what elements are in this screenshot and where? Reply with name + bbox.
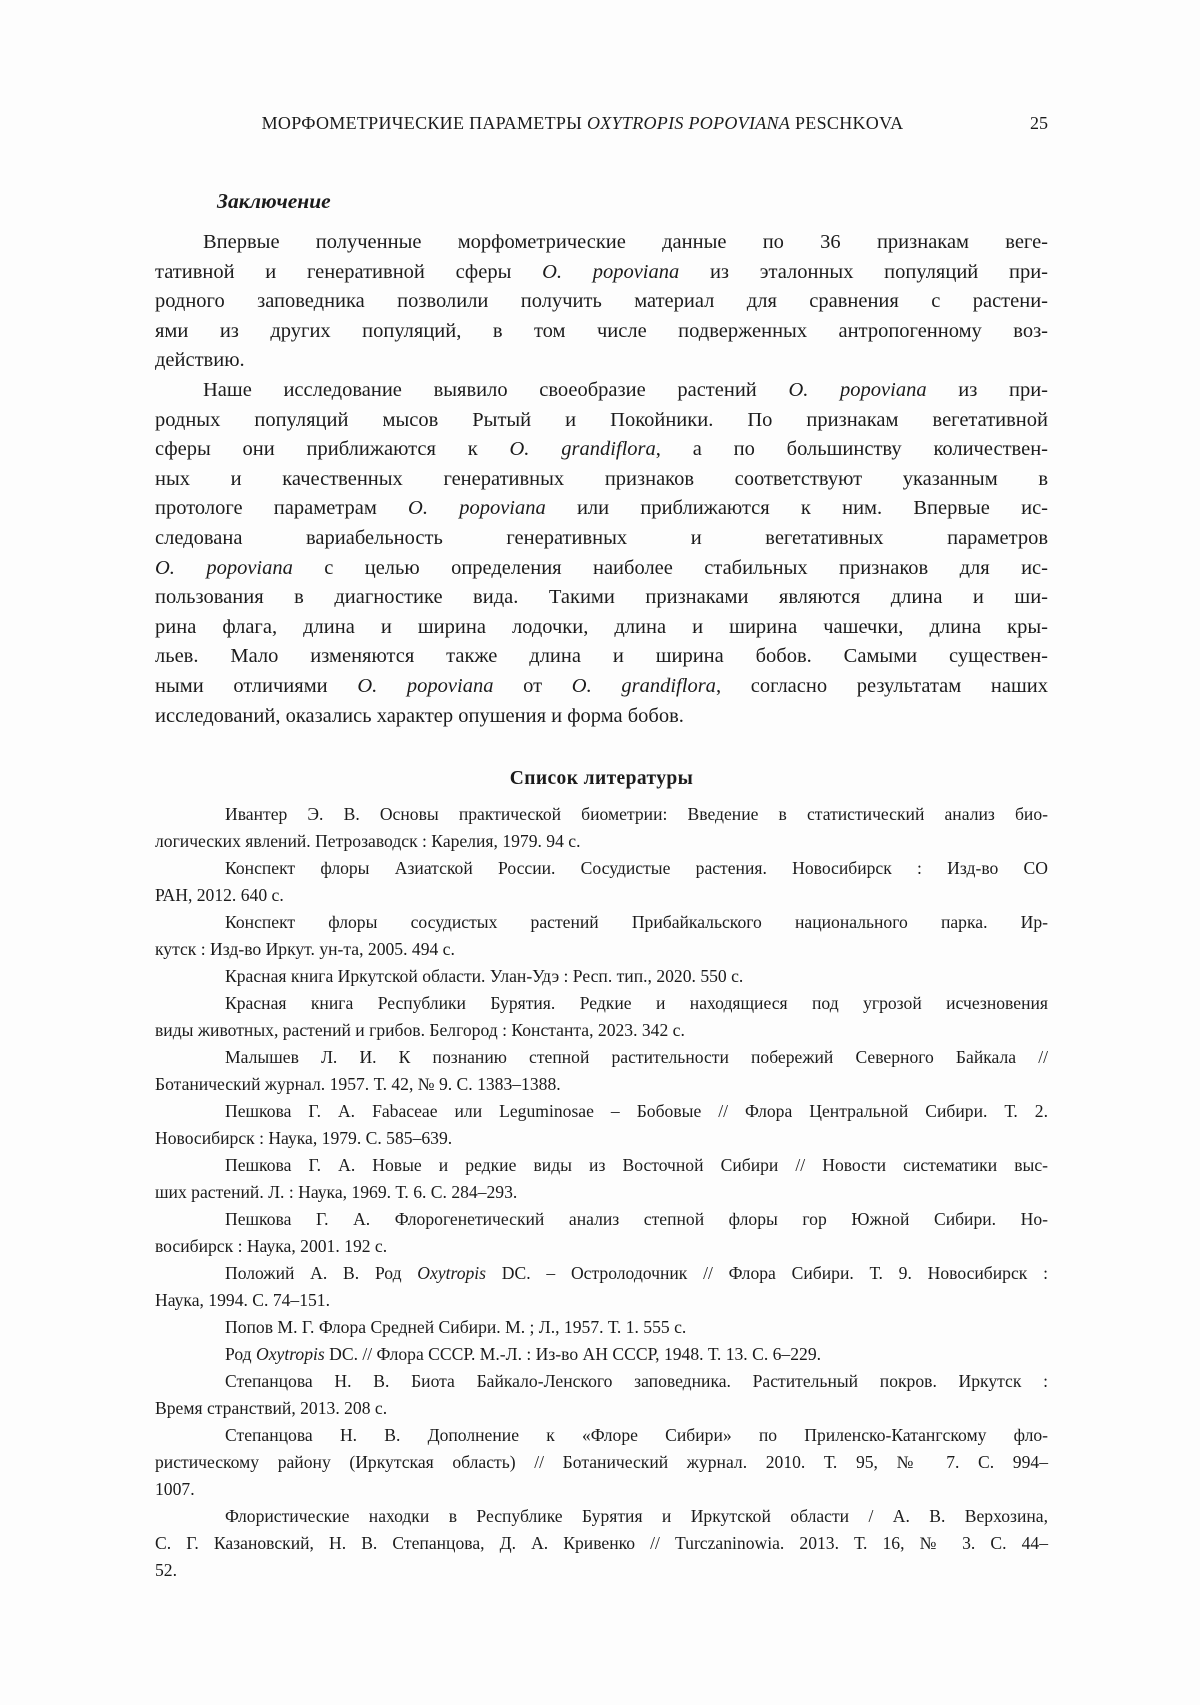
text-line: виды животных, растений и грибов. Белгород : Константа, 2023. 342 с. [155,1020,685,1040]
text-line: Пешкова Г. А. Новые и редкие виды из Восточной Сибири // Новости систематики выс- [225,1155,1048,1175]
reference-item [155,963,1048,990]
italic-text-run: OXYTROPIS POPOVIANA [586,113,791,133]
italic-text-run: O. grandiflora [571,674,716,697]
text-line: Время странствий, 2013. 208 с. [155,1398,388,1418]
references-list [155,801,1048,1584]
text-line: РАН, 2012. 640 с. [155,885,284,905]
text-line: Новосибирск : Наука, 1979. С. 585–639. [155,1128,453,1148]
reference-item [155,1206,1048,1260]
text-line: Флористические находки в Республике Бурятия и Иркутской области / А. В. Верхозина, [225,1506,1048,1526]
text-line: пользования в диагностике вида. Такими признаками являются длина и ши- [155,586,1048,609]
conclusion-paragraph-2 [155,376,1048,731]
conclusion-text [155,228,1048,731]
references-heading: Список литературы [509,768,694,789]
reference-item [155,1098,1048,1152]
text-line: следована вариабельность генеративных и вегетативных параметров [155,526,1048,549]
text-line: Положий А. В. Род Oxytropis DC. – Остролодочник // Флора Сибири. Т. 9. Новосибирск : [225,1263,1048,1283]
italic-text-run: O. popoviana [408,497,546,520]
text-line: протологе параметрам O. popoviana или приближаются к ним. Впервые ис- [155,497,1049,520]
text-line: ристическому району (Иркутская область) // Ботанический журнал. 2010. Т. 95, № 7. С. 994– [155,1452,1048,1472]
italic-text-run: Oxytropis [417,1263,487,1283]
text-line: 52. [155,1560,177,1580]
text-line: ных и качественных генеративных признаков соответствуют указанным в [155,467,1048,490]
reference-item [155,1368,1048,1422]
text-line: Пешкова Г. А. Флорогенетический анализ степной флоры гор Южной Сибири. Но- [225,1209,1048,1229]
text-line: Пешкова Г. А. Fabaceae или Leguminosae – Бобовые // Флора Центральной Сибири. Т. 2. [225,1101,1048,1121]
text-line: Степанцова Н. В. Дополнение к «Флоре Сибири» по Приленско-Катангскому фло- [225,1425,1048,1445]
italic-text-run: O. popoviana [542,260,680,283]
text-line: кутск : Изд-во Иркут. ун-та, 2005. 494 с. [155,939,455,959]
italic-text-run: O. popoviana [155,556,293,579]
text-line: Ивантер Э. В. Основы практической биометрии: Введение в статистический анализ био- [225,804,1048,824]
text-line: восибирск : Наука, 2001. 192 с. [155,1236,388,1256]
running-header [155,112,1048,134]
text-line: ями из других популяций, в том числе подверженных антропогенному воз- [155,319,1048,342]
text-line: Попов М. Г. Флора Средней Сибири. М. ; Л., 1957. Т. 1. 555 с. [225,1317,687,1337]
reference-item [155,801,1048,855]
conclusion-paragraph-1 [155,228,1048,376]
reference-item [155,990,1048,1044]
text-line: исследований, оказались характер опушения и форма бобов. [155,704,684,727]
text-line: С. Г. Казановский, Н. В. Степанцова, Д. А. Кривенко // Turczaninowia. 2013. Т. 16, № 3. С. 44– [155,1533,1048,1553]
text-line: Ботанический журнал. 1957. Т. 42, № 9. С. 1383–1388. [155,1074,561,1094]
text-line: Красная книга Республики Бурятия. Редкие и находящиеся под угрозой исчезновения [225,993,1048,1013]
reference-item [155,855,1048,909]
italic-text-run: O. popoviana [357,674,494,697]
reference-item [155,1422,1048,1503]
italic-text-run: O. popoviana [788,378,927,401]
text-line: O. popoviana с целью определения наиболее стабильных признаков для ис- [155,556,1048,579]
text-line: Красная книга Иркутской области. Улан-Удэ : Респ. тип., 2020. 550 с. [225,966,744,986]
page-number: 25 [1030,113,1048,133]
text-line: сферы они приближаются к O. grandiflora, а по большинству количествен- [155,438,1048,461]
text-line: 1007. [155,1479,195,1499]
text-line: Конспект флоры Азиатской России. Сосудистые растения. Новосибирск : Изд-во СО [225,858,1048,878]
text-line: ными отличиями O. popoviana от O. grandiflora, согласно результатам наших [155,674,1048,697]
text-line: Наше исследование выявило своеобразие растений O. popoviana из при- [203,378,1048,401]
conclusion-heading: Заключение [217,189,331,213]
text-line: родных популяций мысов Рытый и Покойники. По признакам вегетативной [155,408,1048,431]
text-line: Малышев Л. И. К познанию степной растительности побережий Северного Байкала // [225,1047,1048,1067]
text-line: рина флага, длина и ширина лодочки, длина и ширина чашечки, длина кры- [155,615,1048,638]
running-header-title: МОРФОМЕТРИЧЕСКИЕ ПАРАМЕТРЫ OXYTROPIS POPOVIANA PESCHKOVA [261,113,904,133]
text-line: логических явлений. Петрозаводск : Карелия, 1979. 94 с. [155,831,581,851]
text-line: действию. [155,349,245,372]
text-line: родного заповедника позволили получить материал для сравнения с растени- [155,290,1048,313]
reference-item [155,1503,1048,1584]
text-line: Степанцова Н. В. Биота Байкало-Ленского заповедника. Растительный покров. Иркутск : [225,1371,1048,1391]
reference-item [155,1260,1048,1314]
text-line: Род Oxytropis DC. // Флора СССР. М.-Л. : Из-во АН СССР, 1948. Т. 13. С. 6–229. [225,1344,822,1364]
reference-item [155,909,1048,963]
reference-item [155,1314,1048,1341]
text-line: Наука, 1994. С. 74–151. [155,1290,331,1310]
text-line: тативной и генеративной сферы O. popoviana из эталонных популяций при- [155,260,1048,283]
text-line: ших растений. Л. : Наука, 1969. Т. 6. С. 284–293. [155,1182,518,1202]
reference-item [155,1044,1048,1098]
italic-text-run: O. grandiflora [509,438,656,461]
reference-item [155,1152,1048,1206]
text-line: Впервые полученные морфометрические данные по 36 признакам веге- [203,231,1048,253]
italic-text-run: Oxytropis [256,1344,325,1364]
reference-item [155,1341,1048,1368]
text-line: льев. Мало изменяются также длина и ширина бобов. Самыми существен- [155,645,1048,668]
text-line: Конспект флоры сосудистых растений Прибайкальского национального парка. Ир- [225,912,1048,932]
